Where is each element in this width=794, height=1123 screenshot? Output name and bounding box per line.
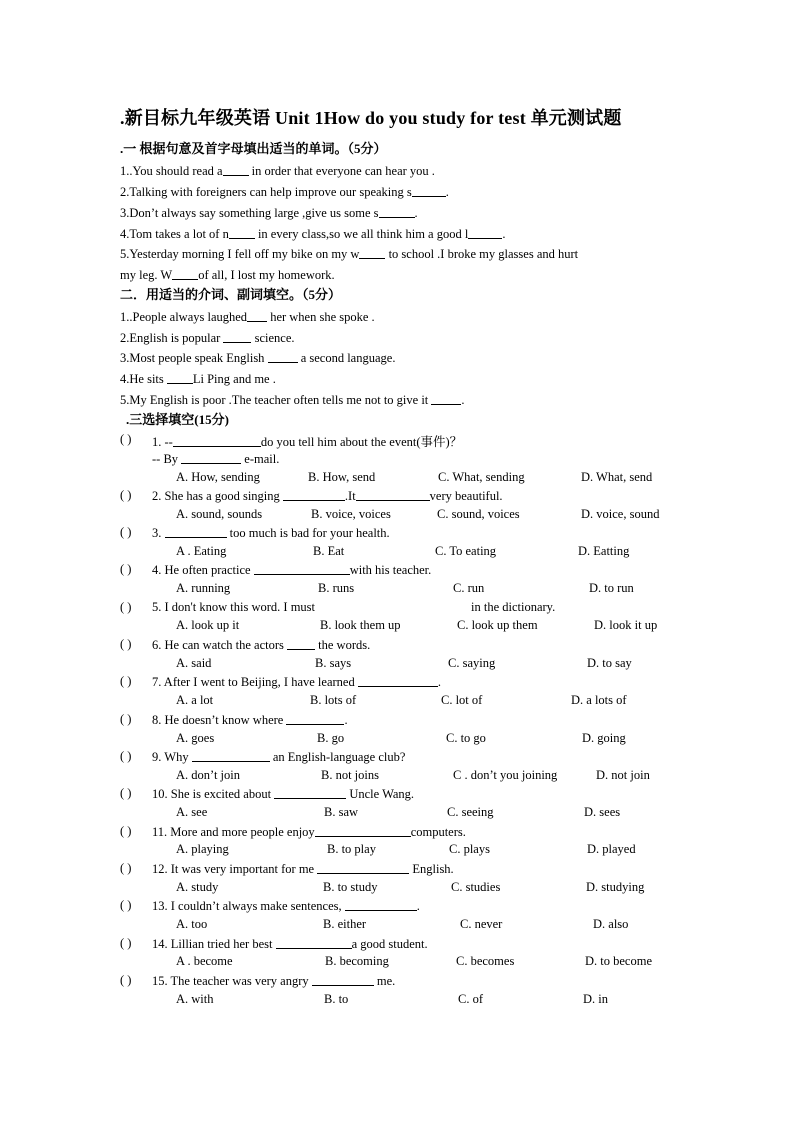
q1-option-b: B. How, send <box>308 470 376 484</box>
q8-option-a: A. goes <box>176 731 215 745</box>
question-1-extra: -- By e-mail. <box>152 452 280 466</box>
q15-option-d: D. in <box>583 992 608 1006</box>
answer-paren: ( ) <box>120 749 132 763</box>
q4-option-d: D. to run <box>589 581 634 595</box>
q8-option-d: D. going <box>582 731 626 745</box>
s1-item-5: 5.Yesterday morning I fell off my bike on my w to school .I broke my glasses and hurt <box>120 247 579 261</box>
section1-heading: .一 根据句意及首字母填出适当的单词。（5分） <box>120 141 387 156</box>
q4-option-c: C. run <box>453 581 485 595</box>
q9-option-d: D. not join <box>596 768 650 782</box>
q2-option-b: B. voice, voices <box>311 507 391 521</box>
s1-item-4: 4.Tom takes a lot of n in every class,so we all think him a good l . <box>120 227 506 241</box>
s2-item-5: 5.My English is poor .The teacher often tells me not to give it . <box>120 393 465 407</box>
question-5-tail: in the dictionary. <box>471 600 556 614</box>
section3-heading: .三选择填空(15分) <box>126 412 229 427</box>
question-12: 12. It was very important for me English. <box>152 862 454 876</box>
q5-option-d: D. look it up <box>594 618 658 632</box>
answer-paren: ( ) <box>120 824 132 838</box>
answer-paren: ( ) <box>120 637 132 651</box>
q1-option-c: C. What, sending <box>438 470 525 484</box>
answer-paren: ( ) <box>120 898 132 912</box>
q2-option-d: D. voice, sound <box>581 507 660 521</box>
q9-option-a: A. don’t join <box>176 768 241 782</box>
q7-option-c: C. lot of <box>441 693 483 707</box>
question-5: 5. I don't know this word. I must <box>152 600 316 614</box>
question-4: 4. He often practice with his teacher. <box>152 563 432 577</box>
q15-option-a: A. with <box>176 992 214 1006</box>
question-1: 1. -- do you tell him about the event(事件)？ <box>152 435 463 449</box>
q12-option-b: B. to study <box>323 880 378 894</box>
q14-option-a: A . become <box>176 954 233 968</box>
q10-option-c: C. seeing <box>447 805 494 819</box>
q5-option-a: A. look up it <box>176 618 240 632</box>
q6-option-c: C. saying <box>448 656 496 670</box>
q7-option-b: B. lots of <box>310 693 357 707</box>
q13-option-d: D. also <box>593 917 629 931</box>
q11-option-b: B. to play <box>327 842 376 856</box>
question-8: 8. He doesn’t know where . <box>152 713 348 727</box>
q2-option-a: A. sound, sounds <box>176 507 263 521</box>
question-2: 2. She has a good singing .It very beautiful. <box>152 489 503 503</box>
q7-option-a: A. a lot <box>176 693 214 707</box>
answer-paren: ( ) <box>120 432 132 446</box>
question-11: 11. More and more people enjoy computers. <box>152 825 466 839</box>
answer-paren: ( ) <box>120 861 132 875</box>
q3-option-a: A . Eating <box>176 544 227 558</box>
s2-item-2: 2.English is popular science. <box>120 331 295 345</box>
q4-option-a: A. running <box>176 581 231 595</box>
q10-option-b: B. saw <box>324 805 359 819</box>
question-6: 6. He can watch the actors the words. <box>152 638 371 652</box>
q9-option-b: B. not joins <box>321 768 379 782</box>
q5-option-c: C. look up them <box>457 618 538 632</box>
question-15: 15. The teacher was very angry me. <box>152 974 396 988</box>
q12-option-d: D. studying <box>586 880 645 894</box>
s2-item-1: 1..People always laughed her when she spoke . <box>120 310 375 324</box>
answer-paren: ( ) <box>120 712 132 726</box>
q12-option-a: A. study <box>176 880 219 894</box>
question-13: 13. I couldn’t always make sentences, . <box>152 899 420 913</box>
answer-paren: ( ) <box>120 936 132 950</box>
answer-paren: ( ) <box>120 973 132 987</box>
section2-heading: 二．用适当的介词、副词填空。（5分） <box>120 287 342 302</box>
q14-option-d: D. to become <box>585 954 652 968</box>
q5-option-b: B. look them up <box>320 618 401 632</box>
s1-item-1: 1..You should read a in order that everyone can hear you . <box>120 164 435 178</box>
q3-option-c: C. To eating <box>435 544 497 558</box>
question-9: 9. Why an English-language club? <box>152 750 406 764</box>
question-10: 10. She is excited about Uncle Wang. <box>152 787 415 801</box>
q7-option-d: D. a lots of <box>571 693 627 707</box>
q15-option-b: B. to <box>324 992 349 1006</box>
q2-option-c: C. sound, voices <box>437 507 520 521</box>
answer-paren: ( ) <box>120 525 132 539</box>
answer-paren: ( ) <box>120 674 132 688</box>
q1-option-d: D. What, send <box>581 470 653 484</box>
q11-option-d: D. played <box>587 842 636 856</box>
q3-option-b: B. Eat <box>313 544 345 558</box>
q12-option-c: C. studies <box>451 880 501 894</box>
q14-option-b: B. becoming <box>325 954 389 968</box>
q4-option-b: B. runs <box>318 581 355 595</box>
q9-option-c: C . don’t you joining <box>453 768 558 782</box>
answer-paren: ( ) <box>120 488 132 502</box>
q11-option-a: A. playing <box>176 842 229 856</box>
q13-option-b: B. either <box>323 917 367 931</box>
question-14: 14. Lillian tried her best a good student. <box>152 937 428 951</box>
q8-option-b: B. go <box>317 731 345 745</box>
question-3: 3. too much is bad for your health. <box>152 526 390 540</box>
q13-option-c: C. never <box>460 917 503 931</box>
q15-option-c: C. of <box>458 992 483 1006</box>
answer-paren: ( ) <box>120 786 132 800</box>
answer-paren: ( ) <box>120 562 132 576</box>
q14-option-c: C. becomes <box>456 954 515 968</box>
q6-option-b: B. says <box>315 656 352 670</box>
s2-item-4: 4.He sits Li Ping and me . <box>120 372 276 386</box>
q6-option-a: A. said <box>176 656 212 670</box>
answer-paren: ( ) <box>120 600 132 614</box>
q10-option-a: A. see <box>176 805 208 819</box>
q6-option-d: D. to say <box>587 656 632 670</box>
q10-option-d: D. sees <box>584 805 621 819</box>
s1-item-3: 3.Don’t always say something large ,give us some s . <box>120 206 418 220</box>
q13-option-a: A. too <box>176 917 208 931</box>
q1-option-a: A. How, sending <box>176 470 260 484</box>
worksheet-title: .新目标九年级英语 Unit 1How do you study for test 单元测试题 <box>120 108 622 128</box>
s1-item-2: 2.Talking with foreigners can help improve our speaking s . <box>120 185 449 199</box>
s1-item-5-cont: my leg. W of all, I lost my homework. <box>120 268 335 282</box>
question-7: 7. After I went to Beijing, I have learned . <box>152 675 441 689</box>
s2-item-3: 3.Most people speak English a second language. <box>120 351 396 365</box>
q11-option-c: C. plays <box>449 842 490 856</box>
q8-option-c: C. to go <box>446 731 486 745</box>
q3-option-d: D. Eatting <box>578 544 630 558</box>
